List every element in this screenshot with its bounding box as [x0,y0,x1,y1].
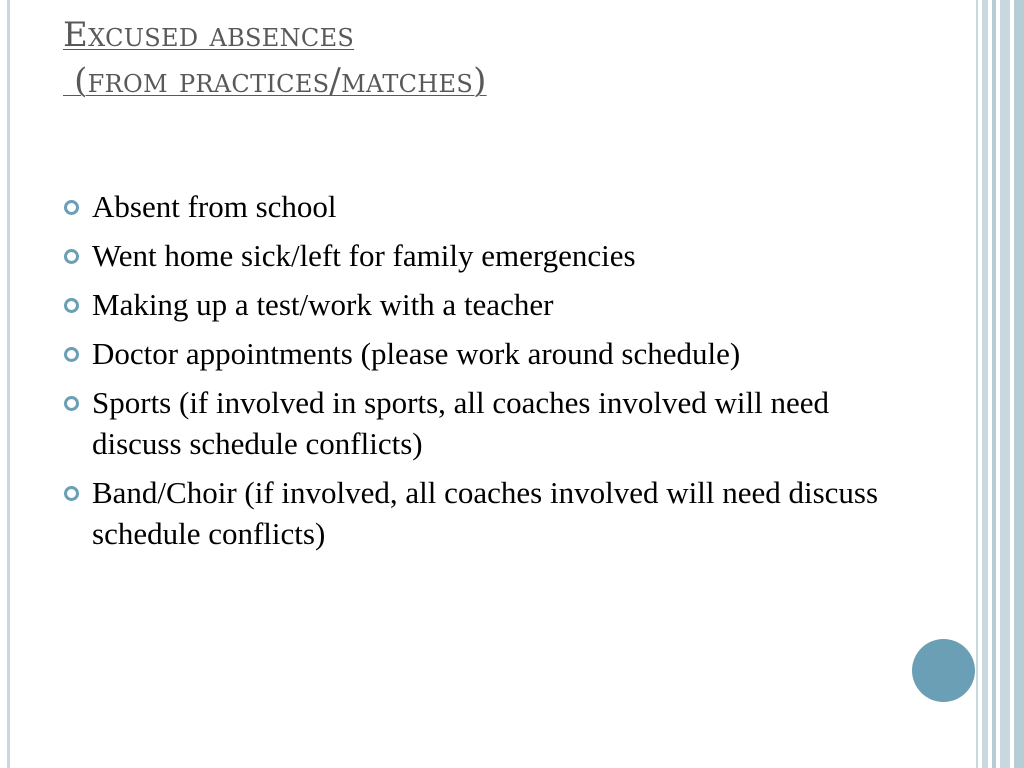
frame-stripe [1000,0,1010,768]
bullet-item [62,333,882,374]
bullet-circle-icon [64,298,79,313]
bullet-item [62,472,882,554]
bullet-item [62,382,882,464]
slide-title [63,12,487,104]
left-frame-line [7,0,10,768]
slide-title-line-2: (from practices/matches) [63,61,487,101]
slide-title-line-1: Excused absences [63,15,355,55]
bullet-text: Absent from school [92,189,337,224]
bullet-circle-icon [64,396,79,411]
bullet-text: Went home sick/left for family emergencies [92,238,636,273]
bullet-text: Making up a test/work with a teacher [92,287,554,322]
bullet-item [62,186,882,227]
bullet-circle-icon [64,486,79,501]
bullet-text: Band/Choir (if involved, all coaches involved will need discuss schedule conflicts) [92,475,879,551]
bullet-circle-icon [64,347,79,362]
bullet-text: Sports (if involved in sports, all coaches involved will need discuss schedule conflicts) [92,385,829,461]
frame-stripe [982,0,988,768]
frame-stripe [1014,0,1024,768]
bullet-list [62,186,882,562]
circle-decoration [912,639,975,702]
frame-stripe [992,0,996,768]
bullet-text: Doctor appointments (please work around schedule) [92,336,741,371]
bullet-item [62,284,882,325]
right-frame-decoration [976,0,1024,768]
bullet-item [62,235,882,276]
frame-stripe [976,0,978,768]
bullet-circle-icon [64,200,79,215]
bullet-circle-icon [64,249,79,264]
